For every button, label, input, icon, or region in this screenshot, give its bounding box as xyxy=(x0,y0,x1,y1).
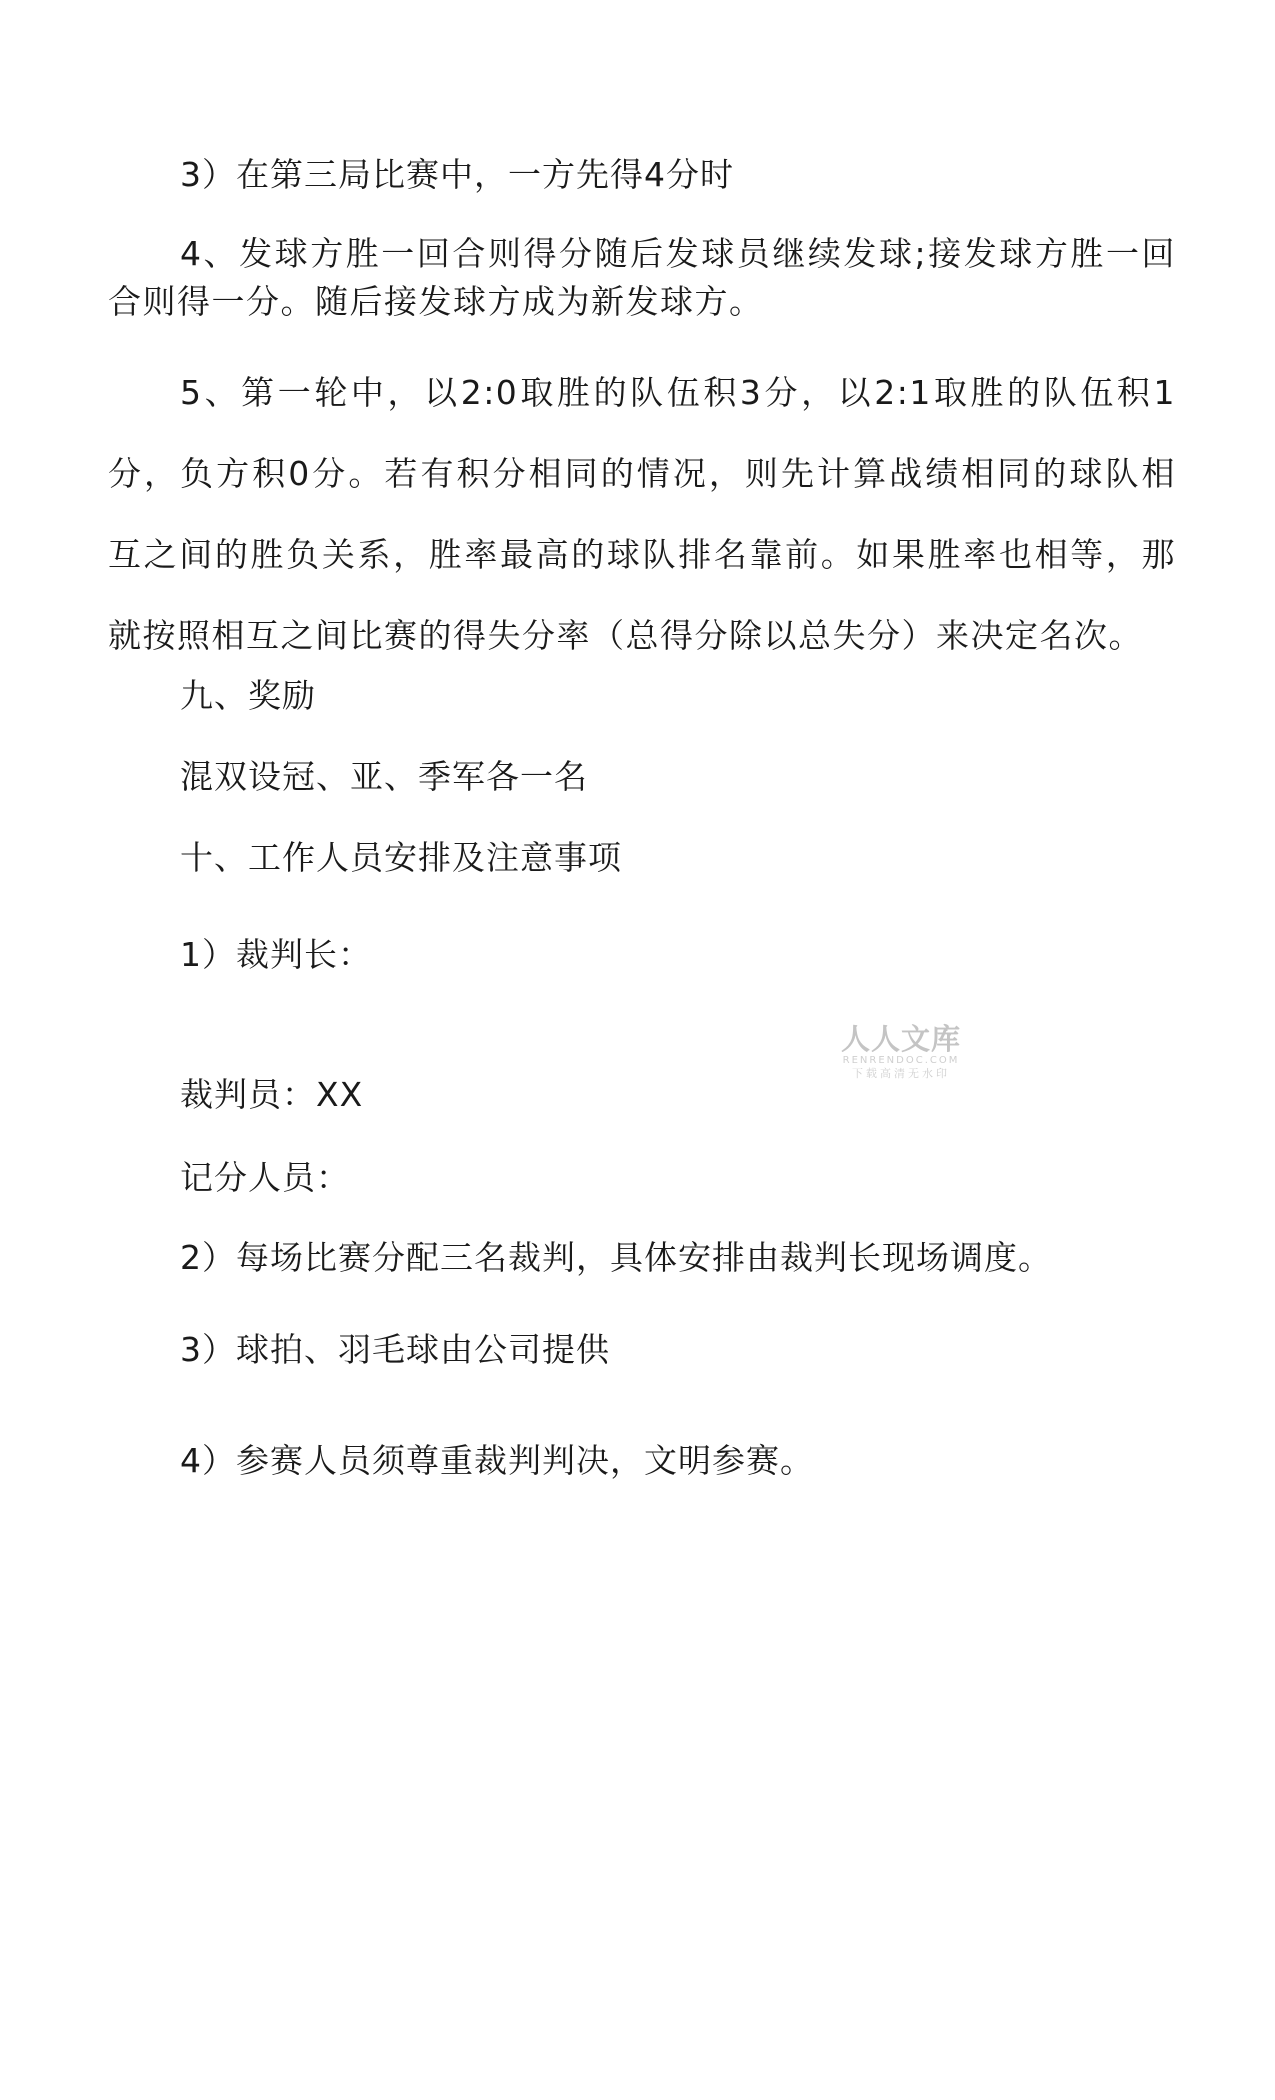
referee-line: 裁判员：XX xyxy=(180,1075,364,1114)
section-10-heading: 十、工作人员安排及注意事项 xyxy=(180,838,622,877)
awards-line: 混双设冠、亚、季军各一名 xyxy=(180,757,588,796)
staff-3-line: 3）球拍、羽毛球由公司提供 xyxy=(180,1330,610,1369)
staff-4-line: 4）参赛人员须尊重裁判判决，文明参赛。 xyxy=(180,1441,814,1480)
staff-2-line: 2）每场比赛分配三名裁判，具体安排由裁判长现场调度。 xyxy=(180,1238,1052,1277)
scorekeeper-line: 记分人员： xyxy=(180,1158,350,1197)
watermark-title: 人人文库 xyxy=(840,1022,961,1056)
rule-3-line: 3）在第三局比赛中，一方先得4分时 xyxy=(180,155,734,194)
rule-5-paragraph: 5、第一轮中，以2:0取胜的队伍积3分，以2:1取胜的队伍积1 分，负方积0分。若有积分相同的情况，则先计算战绩相同的球队相 互之间的胜负关系，胜率最高的球队排名靠前。如果胜率也相等，那 就按照相互之间比赛的得失分率（总得分除以总失分）来决定名次。 xyxy=(108,373,1176,655)
watermark-subtitle: 下载高清无水印 xyxy=(852,1067,950,1080)
rule-4-paragraph: 4、发球方胜一回合则得分随后发球员继续发球;接发球方胜一回合则得一分。随后接发球方成为新发球方。 xyxy=(108,234,1176,321)
watermark-url: RENRENDOC.COM xyxy=(842,1055,960,1066)
section-9-heading: 九、奖励 xyxy=(180,676,316,715)
watermark-logo xyxy=(826,1023,976,1080)
staff-1-line: 1）裁判长： xyxy=(180,935,372,974)
